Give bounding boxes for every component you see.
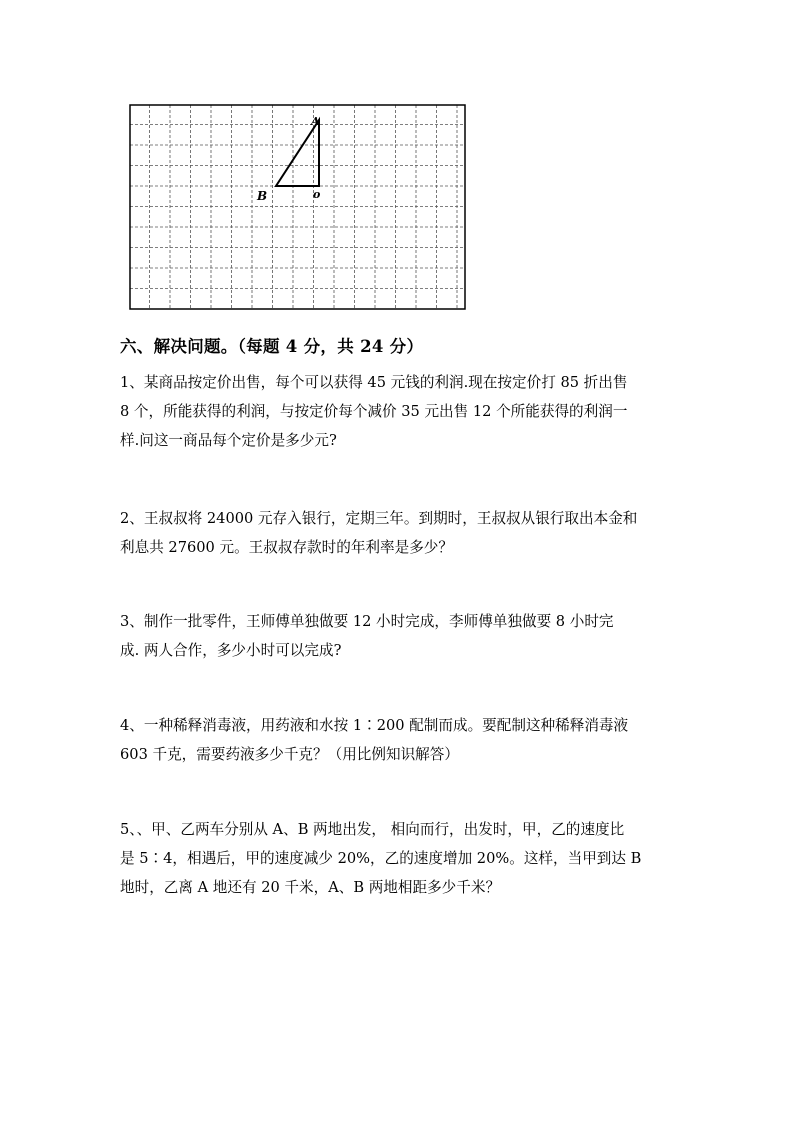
question-line: 3、制作一批零件，王师傅单独做要 12 小时完成，李师傅单独做要 8 小时完 <box>120 613 614 630</box>
question-line: 样.问这一商品每个定价是多少元? <box>120 432 337 449</box>
question-3 <box>120 607 680 665</box>
grid-figure <box>129 104 466 310</box>
question-line: 是 5∶4，相遇后，甲的速度减少 20%，乙的速度增加 20%。这样，当甲到达 B <box>120 850 642 867</box>
question-line: 2、王叔叔将 24000 元存入银行，定期三年。到期时，王叔叔从银行取出本金和 <box>120 510 638 527</box>
question-line: 8 个，所能获得的利润，与按定价每个减价 35 元出售 12 个所能获得的利润一 <box>120 403 628 420</box>
grid-border <box>130 105 465 309</box>
question-line: 利息共 27600 元。王叔叔存款时的年利率是多少？ <box>120 539 453 556</box>
grid-diagram <box>129 104 466 310</box>
question-line: 603 千克，需要药液多少千克？（用比例知识解答） <box>120 746 459 763</box>
question-1 <box>120 368 680 455</box>
triangle-abo <box>276 120 319 186</box>
question-line: 4、一种稀释消毒液，用药液和水按 1∶200 配制而成。要配制这种稀释消毒液 <box>120 717 629 734</box>
grid-lines <box>130 105 465 309</box>
label-a: A <box>311 115 320 128</box>
question-line: 地时，乙离 A 地还有 20 千米，A、B 两地相距多少千米？ <box>120 879 501 896</box>
question-line: 5、、甲、乙两车分别从 A、B 两地出发， 相向而行，出发时，甲，乙的速度比 <box>120 821 625 838</box>
question-5 <box>120 815 680 902</box>
label-b: B <box>257 189 268 203</box>
section-heading: 六、解决问题。（每题 4 分，共 24 分） <box>120 337 424 356</box>
question-line: 1、某商品按定价出售，每个可以获得 45 元钱的利润.现在按定价打 85 折出售 <box>120 374 628 391</box>
question-line: 成. 两人合作，多少小时可以完成? <box>120 642 342 659</box>
question-2 <box>120 504 680 562</box>
label-o: o <box>313 188 321 201</box>
question-4 <box>120 711 680 769</box>
